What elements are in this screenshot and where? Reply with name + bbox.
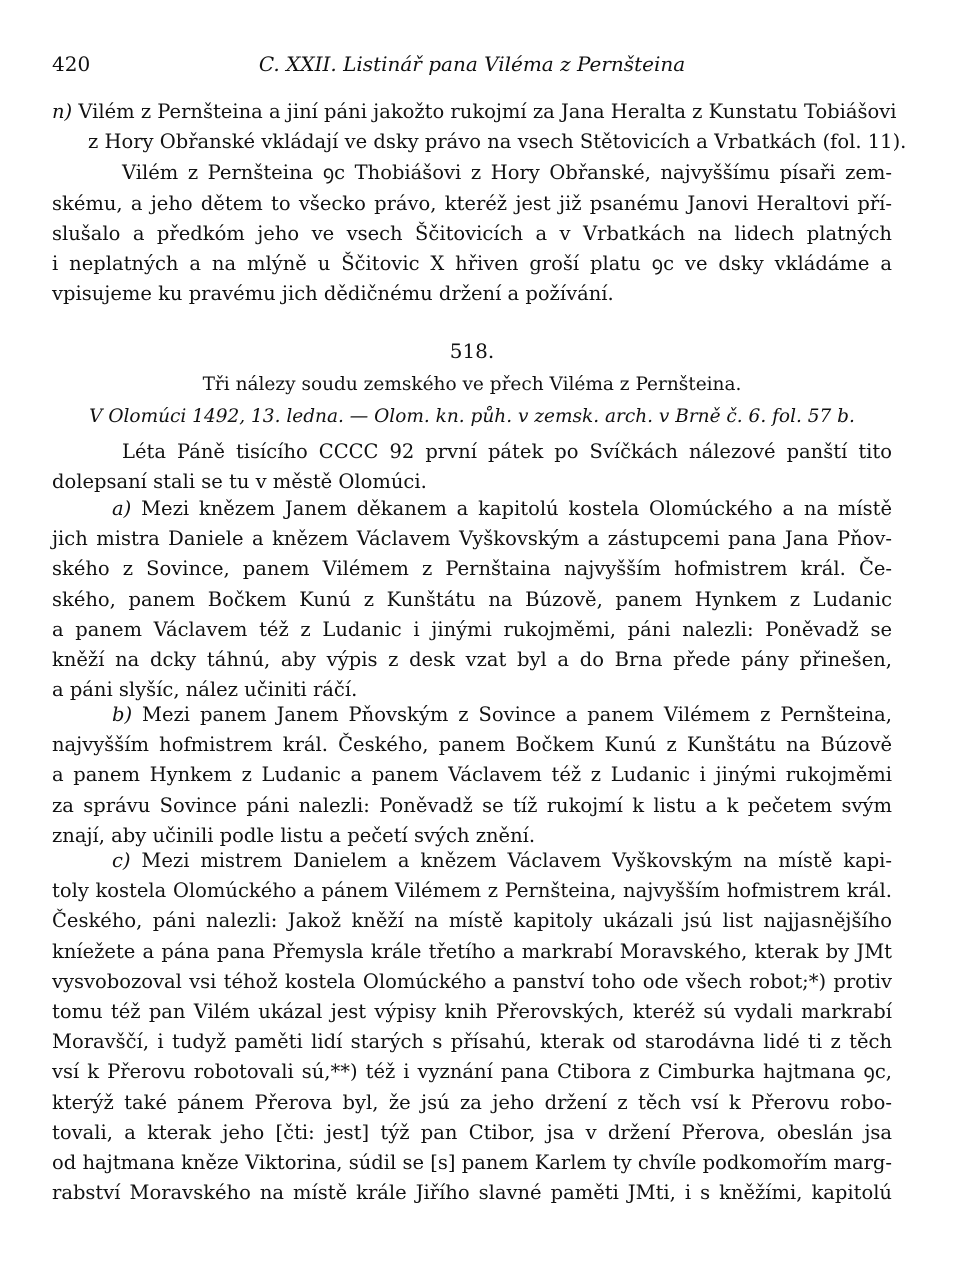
text-line: vpisujeme ku pravému jich dědičnému držení a požívání. <box>52 282 614 306</box>
section-line: a panem Václavem též z Ludanic i jinými rukojměmi, páni nalezli: Poněvadž se <box>52 617 892 641</box>
document-number: 518. <box>449 339 495 363</box>
intro-paragraph <box>52 437 892 497</box>
section-b <box>52 700 892 851</box>
section-b-paragraph <box>52 700 892 851</box>
entry-n-summary <box>52 97 907 157</box>
section-c-paragraph <box>52 846 892 1208</box>
section-line: za správu Sovince páni nalezli: Poněvadž se tíž rukojmí k listu a k pečetem svým <box>52 793 892 817</box>
entry-n <box>52 97 907 309</box>
section-line: kníežete a pána pana Přemysla krále třetího a markrabí Moravského, kterak by JMt <box>52 939 892 963</box>
document-source: V Olomúci 1492, 13. ledna. — Olom. kn. půh. v zemsk. arch. v Brně č. 6. fol. 57 b. <box>89 406 855 427</box>
section-label: c) <box>112 849 131 872</box>
document-heading <box>52 336 892 432</box>
section-line: vsí k Přerovu robotovali sú,**) též i vyznání pana Ctibora z Cimburka hajtmana ꝯc, <box>52 1060 892 1084</box>
page-header <box>52 52 892 82</box>
section-a <box>52 494 892 705</box>
section-line: Českého, páni nalezli: Jakož kněží na místě kapitoly ukázali jsú list najjasnějšího <box>52 909 892 933</box>
section-line: Mezi panem Janem Pňovským z Sovince a panem Vilémem z Pernšteina, <box>142 703 893 726</box>
section-line: Moravščí, i tudyž paměti lidí starých s přísahú, kterak od starodávna lidé ti z těch <box>52 1030 892 1054</box>
section-line: najvyšším hofmistrem král. Českého, panem Bočkem Kunú z Kunštátu na Búzově <box>52 733 892 757</box>
section-line: kterýž také pánem Přerova byl, že jsú za jeho držení z těch vsí k Přerovu robo- <box>52 1090 892 1114</box>
section-line: vysvobozoval vsi téhož kostela Olomúckého a panství toho ode všech robot;*) protiv <box>52 969 892 993</box>
section-line: znají, aby učinili podle listu a pečetí svých znění. <box>52 823 536 847</box>
intro-line: Léta Páně tisícího CCCC 92 první pátek po Svíčkách nálezové panští tito <box>122 440 892 463</box>
section-label: a) <box>112 497 132 520</box>
section-line: od hajtmana kněze Viktorina, súdil se [s] panem Karlem ty chvíle podkomořím marg- <box>52 1151 892 1175</box>
document-intro <box>52 437 892 497</box>
section-c <box>52 846 892 1208</box>
section-line: Mezi mistrem Danielem a knězem Václavem Vyškovským na místě kapi- <box>141 849 892 872</box>
section-line: tovali, a kterak jeho [čti: jest] týž pan Ctibor, jsa v držení Přerova, obeslán jsa <box>52 1120 892 1144</box>
section-line: tomu též pan Vilém ukázal jest výpisy knih Přerovských, kteréž sú vydali markrabí <box>52 1000 892 1024</box>
summary-line: Vilém z Pernšteina a jiní páni jakožto rukojmí za Jana Heralta z Kunstatu Tobiášovi <box>78 100 897 123</box>
intro-line: dolepsaní stali se tu v městě Olomúci. <box>52 470 427 494</box>
entry-n-label: n) <box>52 100 73 123</box>
section-line: a páni slyšíc, nález učiniti ráčí. <box>52 678 358 702</box>
section-line: ského, panem Bočkem Kunú z Kunštátu na Búzově, panem Hynkem z Ludanic <box>52 587 892 611</box>
section-line: Mezi knězem Janem děkanem a kapitolú kostela Olomúckého a na místě <box>141 497 893 520</box>
text-line: skému, a jeho dětem to všecko právo, kteréž jest již psanému Janovi Heraltovi pří- <box>52 191 892 215</box>
page-number: 420 <box>52 52 91 76</box>
text-line: slušalo a předkóm jeho ve vsech Ščitovicích a v Vrbatkách na lidech platných <box>52 221 892 245</box>
running-title: C. XXII. Listinář pana Viléma z Pernšteina <box>258 52 686 76</box>
section-line: rabství Moravského na místě krále Jiřího slavné paměti JMti, i s kněžími, kapitolú <box>52 1181 892 1205</box>
document-title: Tři nálezy soudu zemského ve přech Viléma z Pernšteina. <box>202 374 742 395</box>
section-label: b) <box>112 703 133 726</box>
entry-n-text <box>52 158 892 309</box>
section-line: jich mistra Daniele a knězem Václavem Vyškovským a zástupcemi pana Jana Pňov- <box>52 527 892 551</box>
section-line: kněží na dcky táhnú, aby výpis z desk vzat byl a do Brna přede pány přinešen, <box>52 648 892 672</box>
text-line: Vilém z Pernšteina ꝯc Thobiášovi z Hory Obřanské, najvyššímu písaři zem- <box>122 161 892 185</box>
text-line: i neplatných a na mlýně u Ščitovic X hřiven groší platu ꝯc ve dsky vkládáme a <box>52 252 892 276</box>
section-a-paragraph <box>52 494 892 705</box>
section-line: ského z Sovince, panem Vilémem z Pernštaina najvyšším hofmistrem král. Če- <box>52 557 892 581</box>
section-line: toly kostela Olomúckého a pánem Vilémem z Pernšteina, najvyšším hofmistrem král. <box>52 879 892 903</box>
summary-line: z Hory Obřanské vkládají ve dsky právo na vsech Stětovicích a Vrbatkách (fol. 11). <box>88 130 907 154</box>
section-line: a panem Hynkem z Ludanic a panem Václavem též z Ludanic i jinými rukojměmi <box>52 763 892 787</box>
